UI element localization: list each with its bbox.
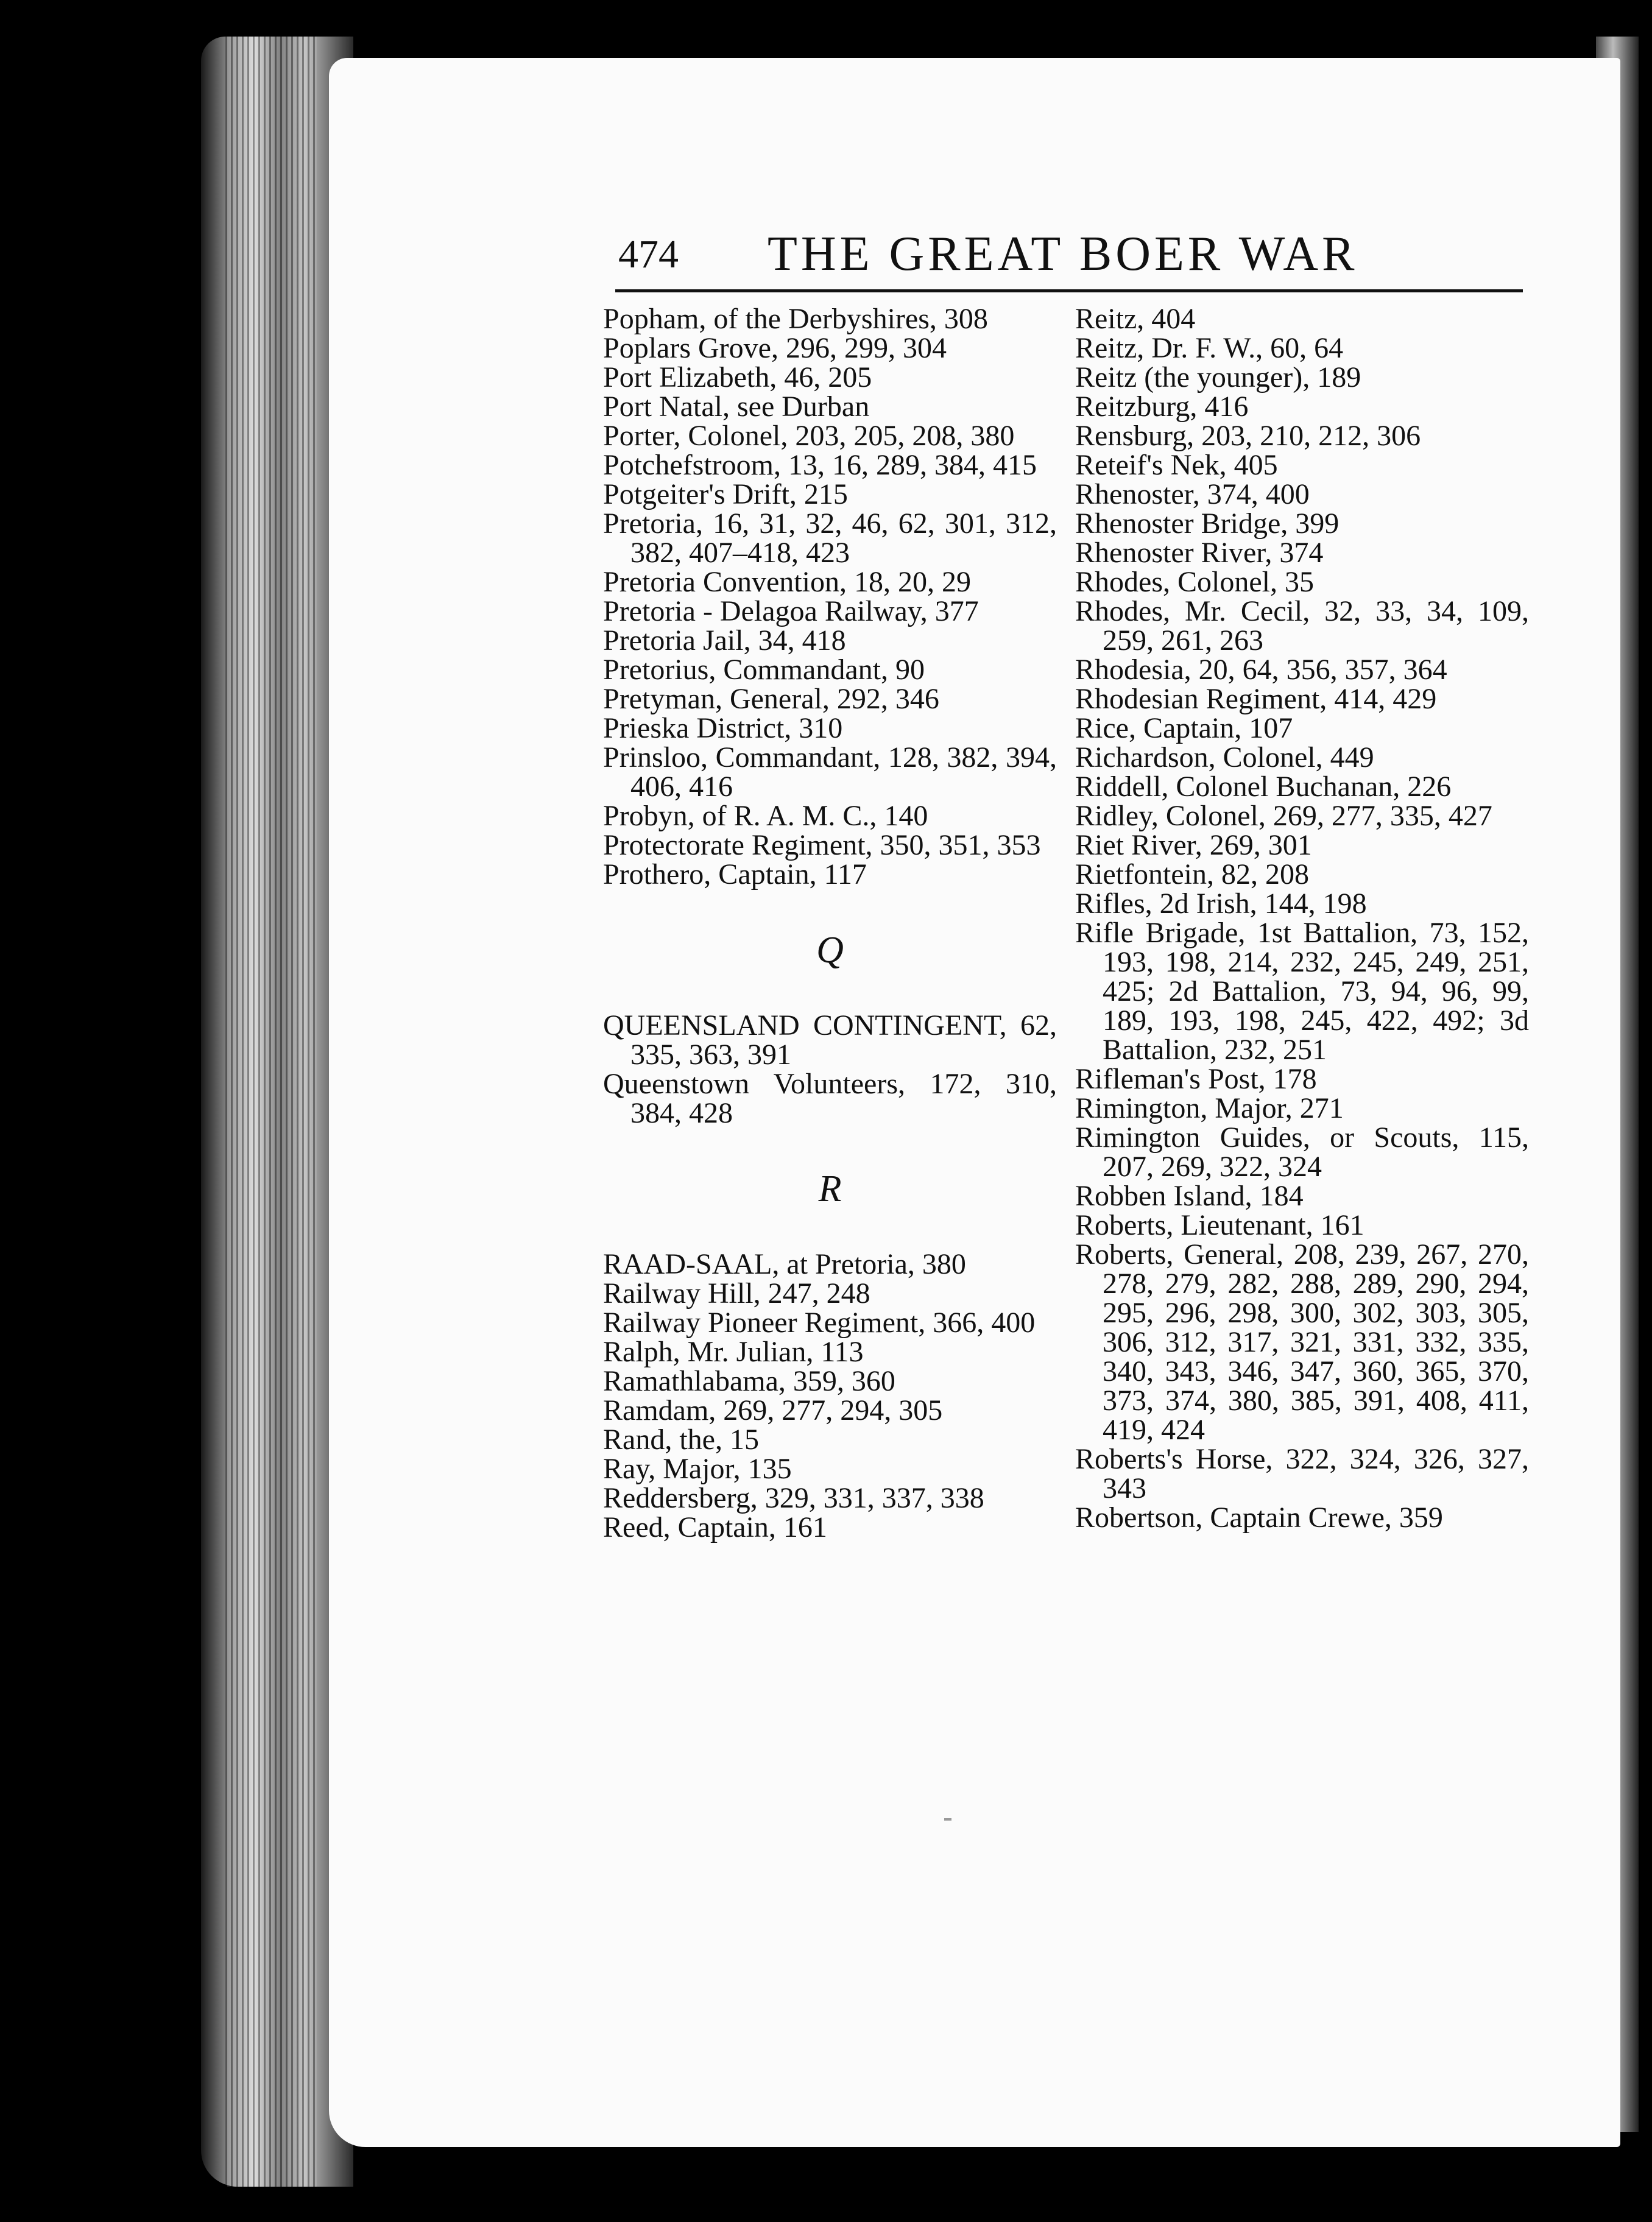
index-group-r bbox=[603, 1250, 1057, 1542]
index-entry: Ray, Major, 135 bbox=[603, 1453, 792, 1485]
index-entry: Rimington, Major, 271 bbox=[1075, 1092, 1344, 1124]
index-entry: Rifles, 2d Irish, 144, 198 bbox=[1075, 887, 1367, 920]
index-entry: Rhodesia, 20, 64, 356, 357, 364 bbox=[1075, 654, 1447, 686]
index-entry: Riddell, Colonel Buchanan, 226 bbox=[1075, 771, 1452, 803]
index-entry: Roberts, General, 208, 239, 267, 270, 278, 279, 282, 288, 289, 290, 294, 295, 296, 298, 300, 302, 303, 305, 306, 312, 317, 321, 331, 332, 335, 340, 343, 346, 347, 360, 365, 370, 373, 374, 380, 385, 391, 408, 411, 419, 424 bbox=[1075, 1238, 1529, 1446]
index-entry: Rice, Captain, 107 bbox=[1075, 712, 1293, 744]
running-title: THE GREAT BOER WAR bbox=[768, 227, 1358, 281]
index-entry: Rifle Brigade, 1st Battalion, 73, 152, 193, 198, 214, 232, 245, 249, 251, 425; 2d Battalion, 73, 94, 96, 99, 189, 193, 198, 245, 422, 492; 3d Battalion, 232, 251 bbox=[1075, 917, 1529, 1066]
index-entry: Queenstown Volunteers, 172, 310, 384, 428 bbox=[603, 1068, 1057, 1129]
index-entry: Reitz, Dr. F. W., 60, 64 bbox=[1075, 332, 1344, 364]
header-rule bbox=[615, 289, 1523, 292]
index-entry: Roberts, Lieutenant, 161 bbox=[1075, 1209, 1364, 1241]
index-entry: Port Elizabeth, 46, 205 bbox=[603, 361, 872, 393]
index-entry: Pretoria Jail, 34, 418 bbox=[603, 624, 846, 657]
index-entry: Robertson, Captain Crewe, 359 bbox=[1075, 1501, 1443, 1534]
index-entry: Pretoria, 16, 31, 32, 46, 62, 301, 312, 382, 407–418, 423 bbox=[603, 507, 1057, 569]
index-entry: Reitz, 404 bbox=[1075, 303, 1196, 335]
index-entry: Rifleman's Post, 178 bbox=[1075, 1063, 1317, 1095]
index-entry: Porter, Colonel, 203, 205, 208, 380 bbox=[603, 420, 1015, 452]
index-entry: Reitz (the younger), 189 bbox=[1075, 361, 1361, 393]
index-entry: Pretyman, General, 292, 346 bbox=[603, 683, 939, 715]
index-entry: Railway Hill, 247, 248 bbox=[603, 1277, 870, 1310]
index-column-left bbox=[603, 305, 1057, 1542]
index-entry: Reddersberg, 329, 331, 337, 338 bbox=[603, 1482, 984, 1514]
index-entry: Prinsloo, Commandant, 128, 382, 394, 406, 416 bbox=[603, 741, 1057, 803]
index-entry: QUEENSLAND CONTINGENT, 62, 335, 363, 391 bbox=[603, 1009, 1057, 1071]
page-header bbox=[618, 225, 1523, 283]
index-entry: Roberts's Horse, 322, 324, 326, 327, 343 bbox=[1075, 1443, 1529, 1504]
index-entry: Ramdam, 269, 277, 294, 305 bbox=[603, 1394, 943, 1427]
index-entry: Rhodes, Mr. Cecil, 32, 33, 34, 109, 259, 261, 263 bbox=[1075, 595, 1529, 657]
page-speck bbox=[944, 1818, 951, 1821]
index-column-right bbox=[1075, 305, 1529, 1532]
index-entry: Port Natal, see Durban bbox=[603, 390, 870, 423]
index-entry: Prothero, Captain, 117 bbox=[603, 858, 867, 891]
index-entry: Prieska District, 310 bbox=[603, 712, 843, 744]
index-entry: Pretorius, Commandant, 90 bbox=[603, 654, 925, 686]
index-entry: Rhenoster Bridge, 399 bbox=[1075, 507, 1340, 540]
index-entry: Reed, Captain, 161 bbox=[603, 1511, 827, 1543]
index-entry: Rhenoster River, 374 bbox=[1075, 537, 1324, 569]
index-entry: Ralph, Mr. Julian, 113 bbox=[603, 1336, 864, 1368]
section-letter-q: Q bbox=[816, 929, 844, 971]
index-entry: Riet River, 269, 301 bbox=[1075, 829, 1312, 861]
index-entry: Ramathlabama, 359, 360 bbox=[603, 1365, 895, 1397]
index-entry: Rand, the, 15 bbox=[603, 1423, 759, 1456]
index-entry: Railway Pioneer Regiment, 366, 400 bbox=[603, 1307, 1036, 1339]
index-entry: Probyn, of R. A. M. C., 140 bbox=[603, 800, 928, 832]
index-entry: Reitzburg, 416 bbox=[1075, 390, 1249, 423]
index-group-p bbox=[603, 305, 1057, 889]
index-entry: Pretoria Convention, 18, 20, 29 bbox=[603, 566, 971, 598]
section-letter-r: R bbox=[818, 1168, 842, 1210]
index-entry: Protectorate Regiment, 350, 351, 353 bbox=[603, 829, 1041, 861]
index-entry: Rhodesian Regiment, 414, 429 bbox=[1075, 683, 1437, 715]
index-entry: Richardson, Colonel, 449 bbox=[1075, 741, 1374, 774]
index-entry: Popham, of the Derbyshires, 308 bbox=[603, 303, 988, 335]
index-entry: Rensburg, 203, 210, 212, 306 bbox=[1075, 420, 1421, 452]
index-entry: Rhenoster, 374, 400 bbox=[1075, 478, 1310, 510]
index-entry: Reteif's Nek, 405 bbox=[1075, 449, 1278, 481]
index-group-q bbox=[603, 1011, 1057, 1128]
index-entry: Robben Island, 184 bbox=[1075, 1180, 1304, 1212]
index-entry: Pretoria - Delagoa Railway, 377 bbox=[603, 595, 979, 627]
index-entry: Poplars Grove, 296, 299, 304 bbox=[603, 332, 947, 364]
index-entry: Rhodes, Colonel, 35 bbox=[1075, 566, 1314, 598]
index-entry: Potchefstroom, 13, 16, 289, 384, 415 bbox=[603, 449, 1037, 481]
index-entry: Rimington Guides, or Scouts, 115, 207, 269, 322, 324 bbox=[1075, 1121, 1529, 1183]
index-entry: RAAD-SAAL, at Pretoria, 380 bbox=[603, 1248, 966, 1280]
index-entry: Potgeiter's Drift, 215 bbox=[603, 478, 848, 510]
page-number: 474 bbox=[618, 232, 679, 277]
index-entry: Ridley, Colonel, 269, 277, 335, 427 bbox=[1075, 800, 1492, 832]
index-entry: Rietfontein, 82, 208 bbox=[1075, 858, 1309, 891]
